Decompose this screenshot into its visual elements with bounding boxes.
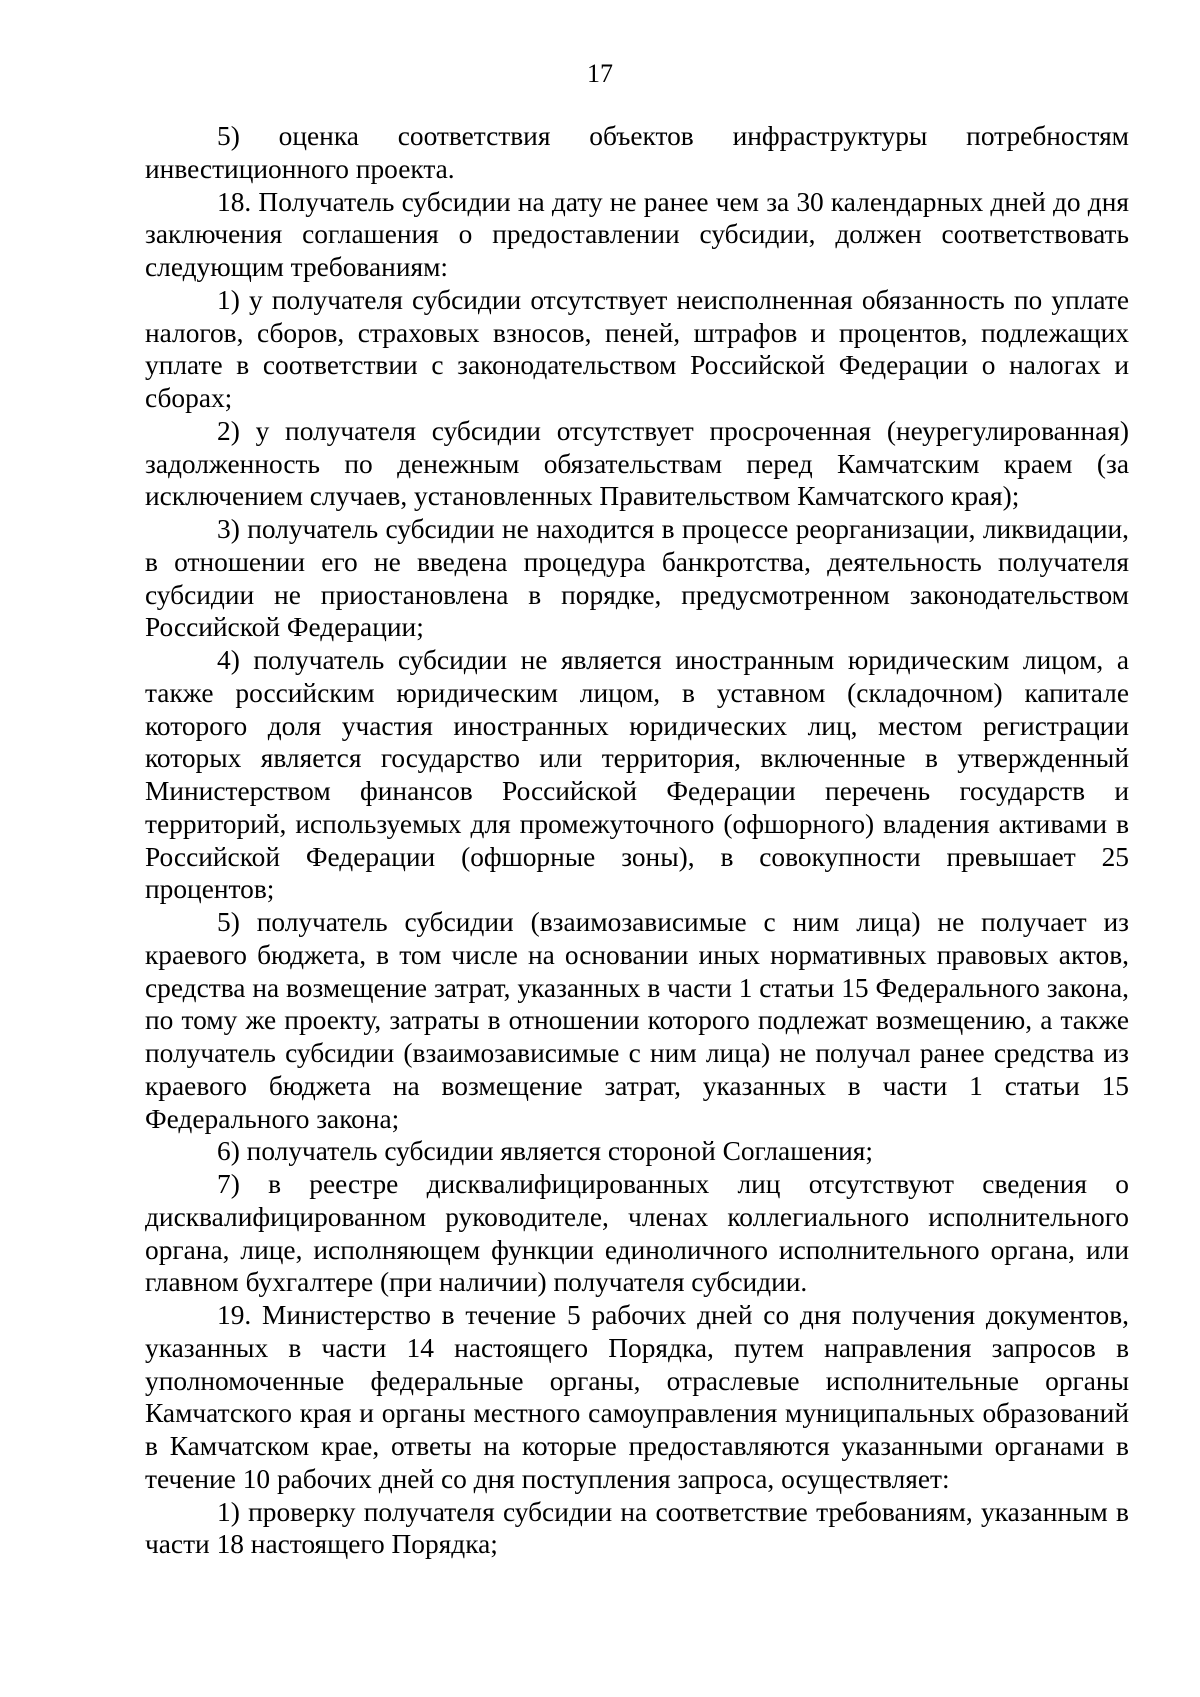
paragraph-item-6-agreement-party: 6) получатель субсидии является стороной Соглашения; <box>217 1136 873 1167</box>
paragraph-section-19: 19. Министерство в течение 5 рабочих дней со дня получения документов, указанных в части 14 настоящего Порядка, путем направления запросов в уполномоченные федеральные органы, отраслевые исполнительные органы Камчатского края и органы местного самоуправления муниципальных образований в Камчатском крае, ответы на которые предоставляются указанными органами в течение 10 рабочих дней со дня поступления запроса, осуществляет: <box>145 1300 1129 1494</box>
paragraph-item-7-disqualified-registry: 7) в реестре дисквалифицированных лиц отсутствуют сведения о дисквалифицированном руководителе, членах коллегиального исполнительного органа, лице, исполняющем функции единоличного исполнительного органа, или главном бухгалтере (при наличии) получателя субсидии. <box>145 1169 1129 1298</box>
page-number: 17 <box>587 59 613 88</box>
document-body <box>145 120 1129 1561</box>
paragraph-item-4-foreign-entity: 4) получатель субсидии не является иностранным юридическим лицом, а также российским юридическим лицом, в уставном (складочном) капитале которого доля участия иностранных юридических лиц, местом регистрации которых является государство или территория, включенные в утвержденный Министерством финансов Российской Федерации перечень государств и территорий, используемых для промежуточного (офшорного) владения активами в Российской Федерации (офшорные зоны), в совокупности превышает 25 процентов; <box>145 645 1129 905</box>
paragraph-item-2-debt: 2) у получателя субсидии отсутствует просроченная (неурегулированная) задолженность по денежным обязательствам перед Камчатским краем (за исключением случаев, установленных Правительством Камчатского края); <box>145 415 1129 512</box>
paragraph-item-5-budget-funds: 5) получатель субсидии (взаимозависимые с ним лица) не получает из краевого бюджета, в том числе на основании иных нормативных правовых актов, средства на возмещение затрат, указанных в части 1 статьи 15 Федерального закона, по тому же проекту, затраты в отношении которого подлежат возмещению, а также получатель субсидии (взаимозависимые с ним лица) не получал ранее средства из краевого бюджета на возмещение затрат, указанных в части 1 статьи 15 Федерального закона; <box>145 907 1129 1134</box>
paragraph-item-5-infrastructure: 5) оценка соответствия объектов инфраструктуры потребностям инвестиционного проекта. <box>145 121 1129 184</box>
paragraph-item-3-reorganization: 3) получатель субсидии не находится в процессе реорганизации, ликвидации, в отношении его не введена процедура банкротства, деятельность получателя субсидии не приостановлена в порядке, предусмотренном законодательством Российской Федерации; <box>145 514 1129 643</box>
paragraph-item-1-taxes: 1) у получателя субсидии отсутствует неисполненная обязанность по уплате налогов, сборов, страховых взносов, пеней, штрафов и процентов, подлежащих уплате в соответствии с законодательством Российской Федерации о налогах и сборах; <box>145 284 1129 413</box>
paragraph-item-1-verification: 1) проверку получателя субсидии на соответствие требованиям, указанным в части 18 настоящего Порядка; <box>145 1496 1129 1560</box>
paragraph-section-18: 18. Получатель субсидии на дату не ранее чем за 30 календарных дней до дня заключения соглашения о предоставлении субсидии, должен соответствовать следующим требованиям: <box>145 186 1129 282</box>
